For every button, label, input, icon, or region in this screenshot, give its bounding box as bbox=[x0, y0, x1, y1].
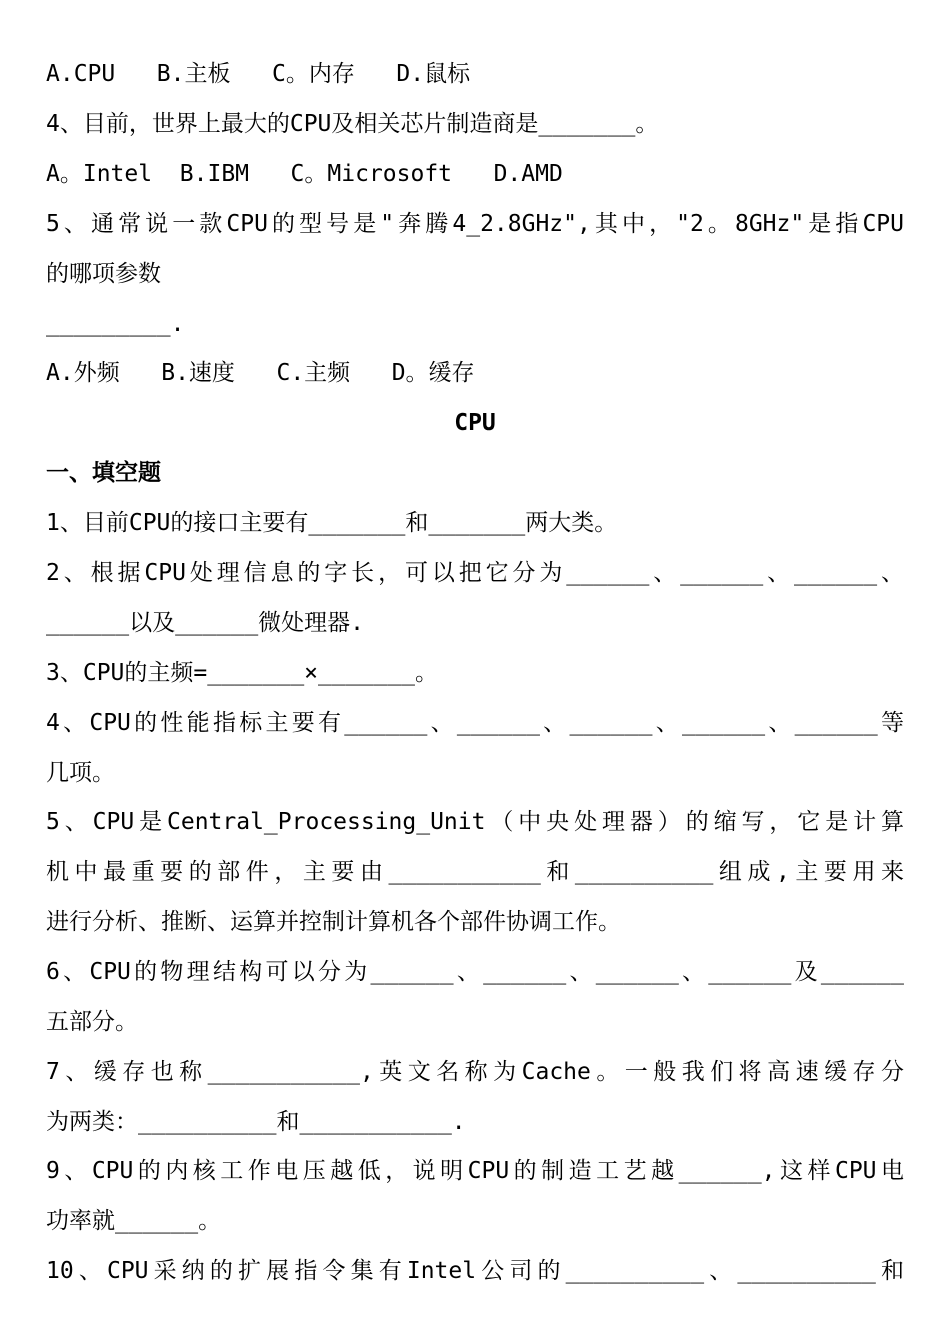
fill-q3: 3、CPU的主频=_______×_______。 bbox=[46, 660, 438, 686]
fill-q5-line2: 机中最重要的部件，主要由___________和__________组成,主要用来 bbox=[46, 859, 904, 885]
fill-q9-line2: 功率就______。 bbox=[46, 1208, 222, 1234]
fill-q7-line2: 为两类：__________和___________. bbox=[46, 1109, 466, 1135]
fill-in-heading: 一、填空题 bbox=[46, 460, 161, 486]
q4-question: 4、目前，世界上最大的CPU及相关芯片制造商是_______。 bbox=[46, 111, 659, 137]
fill-q9-line1: 9、CPU的内核工作电压越低，说明CPU的制造工艺越______,这样CPU电 bbox=[46, 1158, 904, 1184]
fill-q5-line3: 进行分析、推断、运算并控制计算机各个部件协调工作。 bbox=[46, 909, 621, 935]
q5-answer-blank: _________. bbox=[46, 311, 185, 337]
fill-q6-line2: 五部分。 bbox=[46, 1009, 138, 1035]
fill-q1: 1、目前CPU的接口主要有_______和_______两大类。 bbox=[46, 510, 618, 536]
q4-options: A。Intel B.IBM C。Microsoft D.AMD bbox=[46, 161, 563, 187]
q5-options: A.外频 B.速度 C.主频 D。缓存 bbox=[46, 360, 475, 386]
q3-options: A.CPU B.主板 C。内存 D.鼠标 bbox=[46, 61, 471, 87]
fill-q6-line1: 6、CPU的物理结构可以分为______、______、______、______及______ bbox=[46, 959, 904, 985]
fill-q4-line2: 几项。 bbox=[46, 760, 115, 786]
section-title: CPU bbox=[454, 410, 496, 436]
fill-q4-line1: 4、CPU的性能指标主要有______、______、______、______、______等 bbox=[46, 710, 904, 736]
fill-q5-line1: 5、CPU是Central_Processing_Unit（中央处理器）的缩写，它是计算 bbox=[46, 809, 904, 835]
fill-q2-line2: ______以及______微处理器. bbox=[46, 610, 365, 636]
fill-q2-line1: 2、根据CPU处理信息的字长，可以把它分为______、______、______、 bbox=[46, 560, 904, 586]
fill-q7-line1: 7、缓存也称___________,英文名称为Cache。一般我们将高速缓存分 bbox=[46, 1059, 904, 1085]
q5-question-line1: 5、通常说一款CPU的型号是"奔腾4_2.8GHz",其中，"2。8GHz"是指CPU bbox=[46, 211, 904, 237]
q5-question-line2: 的哪项参数 bbox=[46, 261, 161, 287]
fill-q10-line1: 10、CPU采纳的扩展指令集有Intel公司的__________、__________和 bbox=[46, 1258, 904, 1284]
